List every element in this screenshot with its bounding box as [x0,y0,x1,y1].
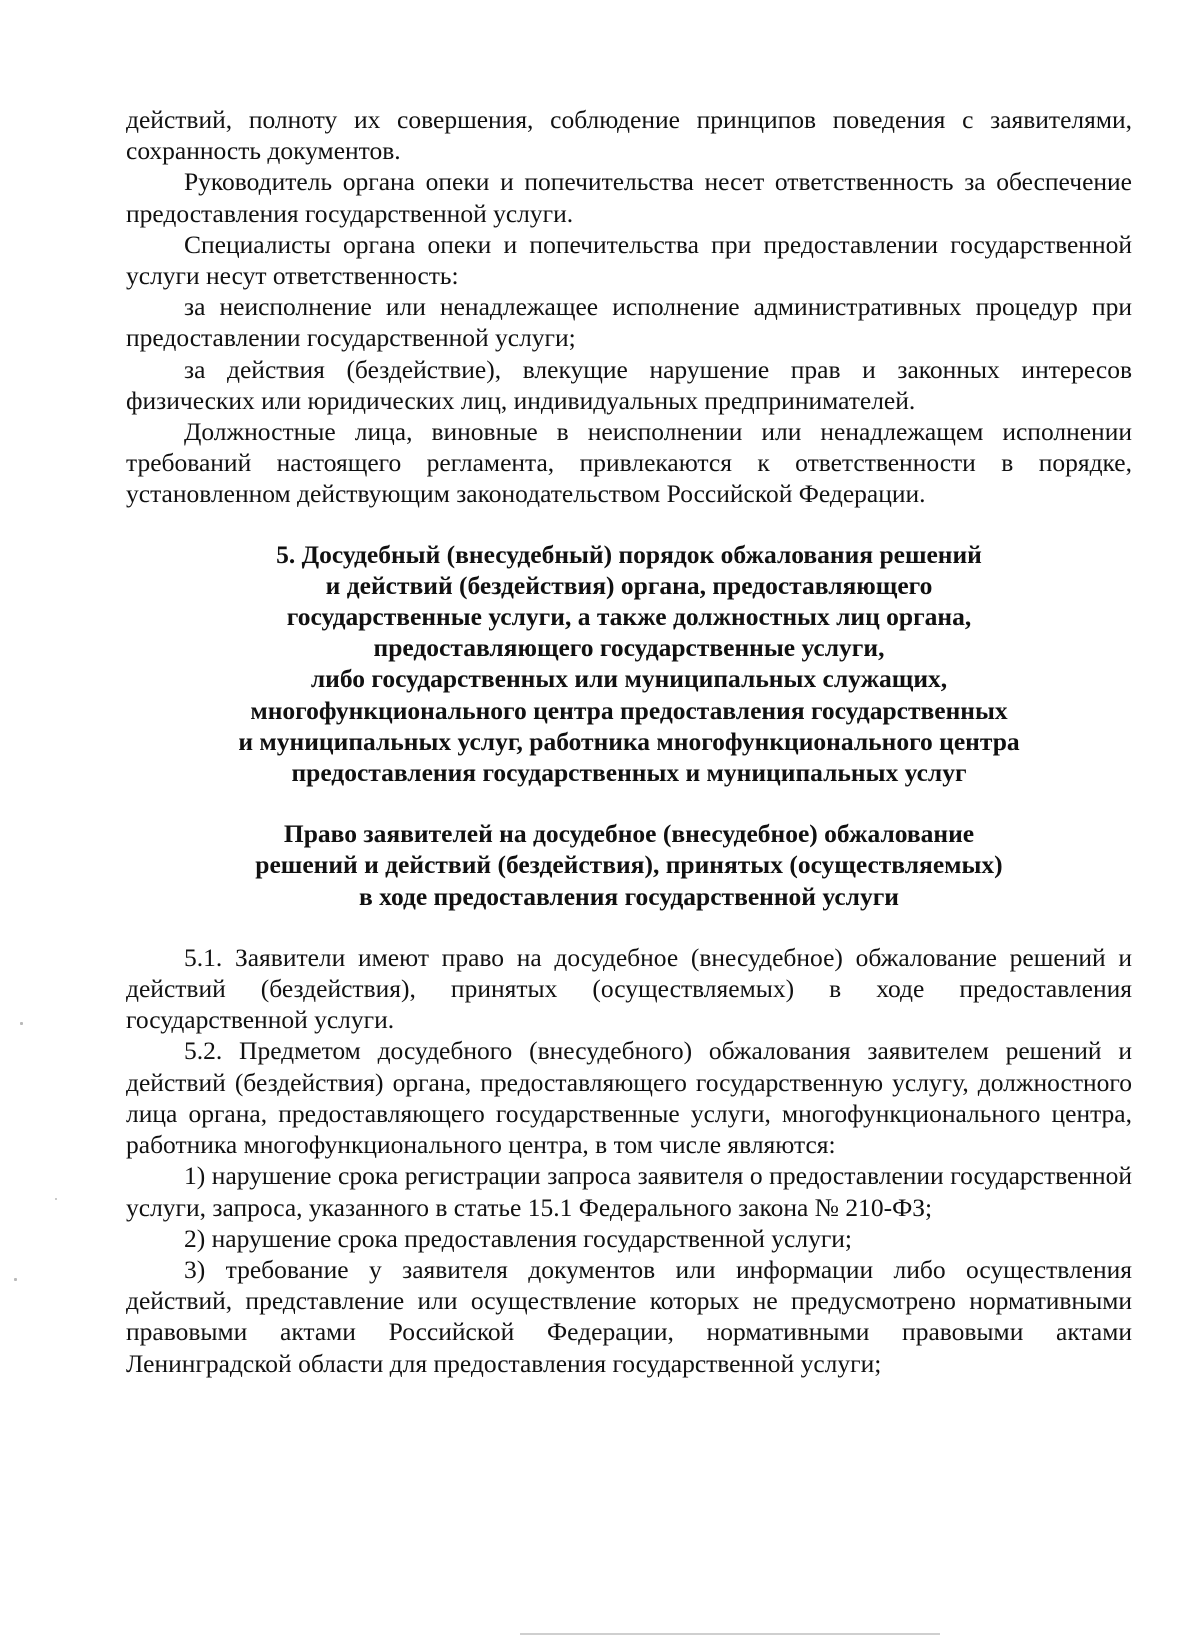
scan-speck [14,1278,17,1281]
section-heading-line: 5. Досудебный (внесудебный) порядок обжалования решений [276,539,982,569]
scan-speck [55,1198,57,1200]
paragraph: за действия (бездействие), влекущие нарушение прав и законных интересов физических или юридических лиц, индивидуальных предпринимателей. [126,354,1132,415]
section-heading-line: многофункционального центра предоставления государственных [250,695,1008,725]
paragraph: 5.1. Заявители имеют право на досудебное (внесудебное) обжалование решений и действий (бездействия), принятых (осуществляемых) в ходе предоставления государственной услуги. [126,942,1132,1035]
subsection-heading [126,818,1132,912]
section-heading-line: предоставления государственных и муниципальных услуг [291,758,967,788]
section-heading [126,539,1132,789]
list-item: 3) требование у заявителя документов или информации либо осуществления действий, представление или осуществление которых не предусмотрено нормативными правовыми актами Российской Федерации, нормативными правовыми актами Ленинградской области для предоставления государственной услуги; [126,1254,1132,1378]
paragraph: Должностные лица, виновные в неисполнении или ненадлежащем исполнении требований настоящего регламента, привлекаются к ответственности в порядке, установленном действующим законодательством Российской Федерации. [126,417,1132,509]
scan-edge-line [520,1633,940,1635]
text-block-responsibility [126,104,1132,510]
paragraph: за неисполнение или ненадлежащее исполнение административных процедур при предоставлении государственной услуги; [126,292,1132,353]
text-block-appeal [126,942,1132,1379]
paragraph: Руководитель органа опеки и попечительства несет ответственность за обеспечение предоставления государственной услуги. [126,167,1132,228]
section-heading-line: государственные услуги, а также должностных лиц органа, [286,602,972,632]
section-heading-line: и муниципальных услуг, работника многофункционального центра [238,726,1020,756]
section-heading-line: и действий (бездействия) органа, предоставляющего [325,570,933,600]
paragraph: 5.2. Предметом досудебного (внесудебного) обжалования заявителем решений и действий (бездействия) органа, предоставляющего государственную услугу, должностного лица органа, предоставляющего государственные услуги, многофункционального центра, работника многофункционального центра, в том числе являются: [126,1036,1132,1160]
section-heading-line: либо государственных или муниципальных служащих, [310,664,948,694]
scan-speck [20,1022,23,1025]
list-item: 1) нарушение срока регистрации запроса заявителя о предоставлении государственной услуги, запроса, указанного в статье 15.1 Федерального закона № 210-ФЗ; [126,1161,1132,1222]
section-heading-line: предоставляющего государственные услуги, [373,633,885,663]
list-item: 2) нарушение срока предоставления государственной услуги; [184,1223,853,1253]
paragraph: Специалисты органа опеки и попечительства при предоставлении государственной услуги несут ответственность: [126,229,1132,291]
subsection-heading-line: Право заявителей на досудебное (внесудебное) обжалование [283,819,975,849]
subsection-heading-line: в ходе предоставления государственной услуги [359,881,899,911]
paragraph: действий, полноту их совершения, соблюдение принципов поведения с заявителями, сохранность документов. [126,105,1132,166]
subsection-heading-line: решений и действий (бездействия), принятых (осуществляемых) [255,850,1003,880]
